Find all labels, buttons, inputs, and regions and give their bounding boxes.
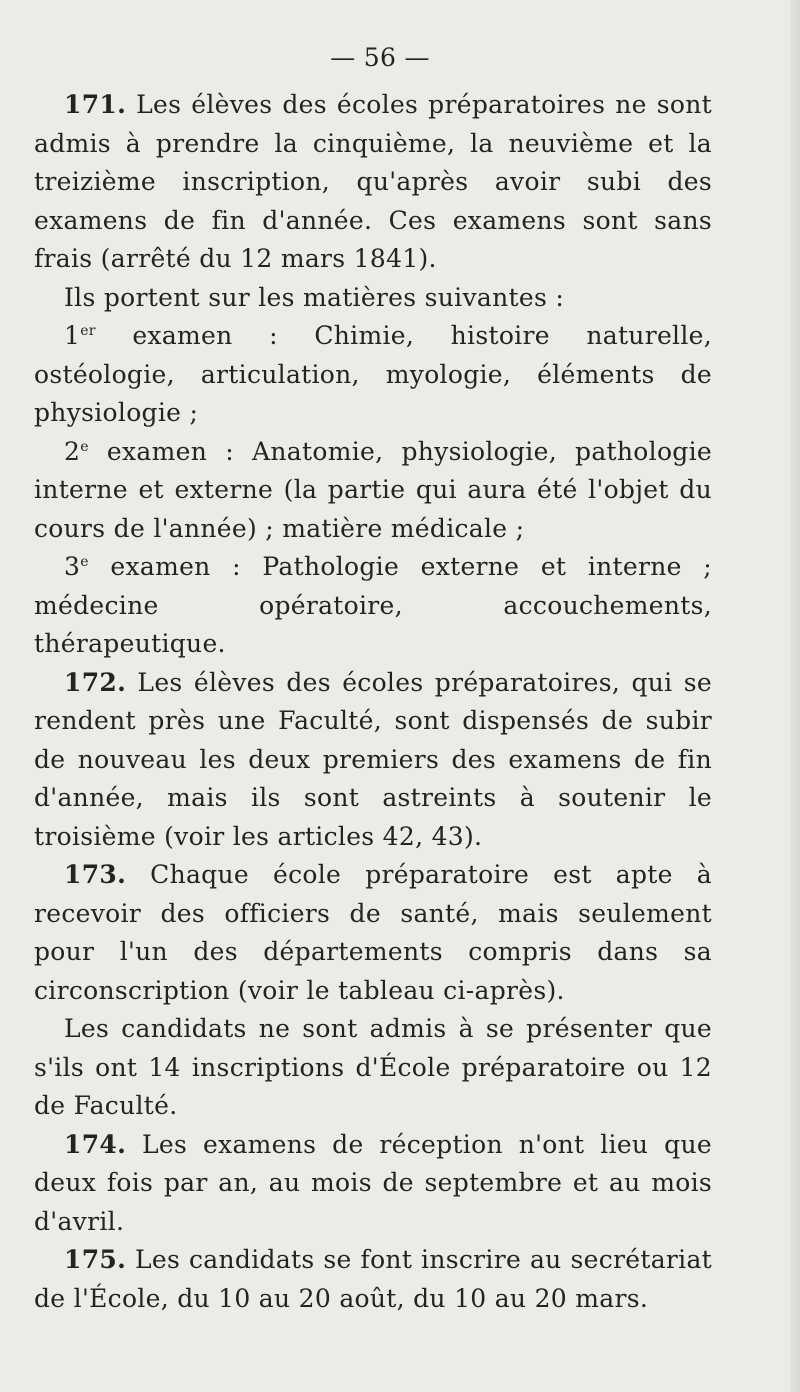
examen-2: [34, 433, 712, 549]
candidats-paragraph: [34, 1010, 712, 1126]
paragraph-text: examen : Pathologie externe et interne ; médecine opératoire, accouchements, thérapeutique.: [34, 552, 712, 658]
article-text: Les candidats se font inscrire au secrétariat de l'École, du 10 au 20 août, du 10 au 20 mars.: [34, 1245, 712, 1313]
article-text: Les examens de réception n'ont lieu que deux fois par an, au mois de septembre et au mois d'avril.: [34, 1129, 712, 1236]
paragraph-text: examen : Anatomie, physiologie, pathologie interne et externe (la partie qui aura été l'objet du cours de l'année) ; matière médicale ;: [34, 436, 712, 543]
article-number: 174.: [64, 1129, 127, 1159]
article-number: 171.: [64, 90, 127, 119]
ordinal-suffix: e: [80, 554, 89, 570]
article-172: [34, 664, 712, 857]
article-174: [34, 1126, 712, 1242]
article-text: Les élèves des écoles préparatoires ne sont admis à prendre la cinquième, la neuvième et la treizième inscription, qu'après avoir subi des examens de fin d'année. Ces examens sont sans frais (arrêté du 12 mars 1841).: [34, 90, 712, 273]
article-175: [34, 1241, 712, 1318]
paragraph-text: examen : Chimie, histoire naturelle, ostéologie, articulation, myologie, éléments de physiologie ;: [34, 321, 712, 427]
article-173: [34, 856, 712, 1010]
ordinal-number: 2: [64, 436, 81, 466]
examen-3: [34, 548, 712, 664]
ordinal-suffix: er: [80, 323, 96, 339]
article-number: 175.: [64, 1245, 127, 1274]
paragraph-text: Les candidats ne sont admis à se présenter que s'ils ont 14 inscriptions d'École préparatoire ou 12 de Faculté.: [34, 1014, 712, 1120]
paragraph-text: Ils portent sur les matières suivantes :: [64, 282, 565, 312]
ordinal-suffix: e: [80, 438, 89, 455]
examen-1: [34, 317, 712, 433]
page-edge-shadow: [790, 0, 800, 1392]
page-number: — 56 —: [330, 43, 430, 72]
article-number: 173.: [64, 860, 127, 889]
article-text: Les élèves des écoles préparatoires, qui se rendent près une Faculté, sont dispensés de subir de nouveau les deux premiers des examens de fin d'année, mais ils sont astreints à soutenir le troisième (voir les articles 42, 43).: [34, 667, 712, 851]
matieres-intro: [34, 279, 712, 318]
ordinal-number: 3: [64, 552, 81, 581]
article-171: [34, 86, 712, 279]
article-text: Chaque école préparatoire est apte à recevoir des officiers de santé, mais seulement pour l'un des départements compris dans sa circonscription (voir le tableau ci-après).: [34, 860, 712, 1005]
article-number: 172.: [64, 667, 127, 697]
ordinal-number: 1: [64, 321, 81, 350]
